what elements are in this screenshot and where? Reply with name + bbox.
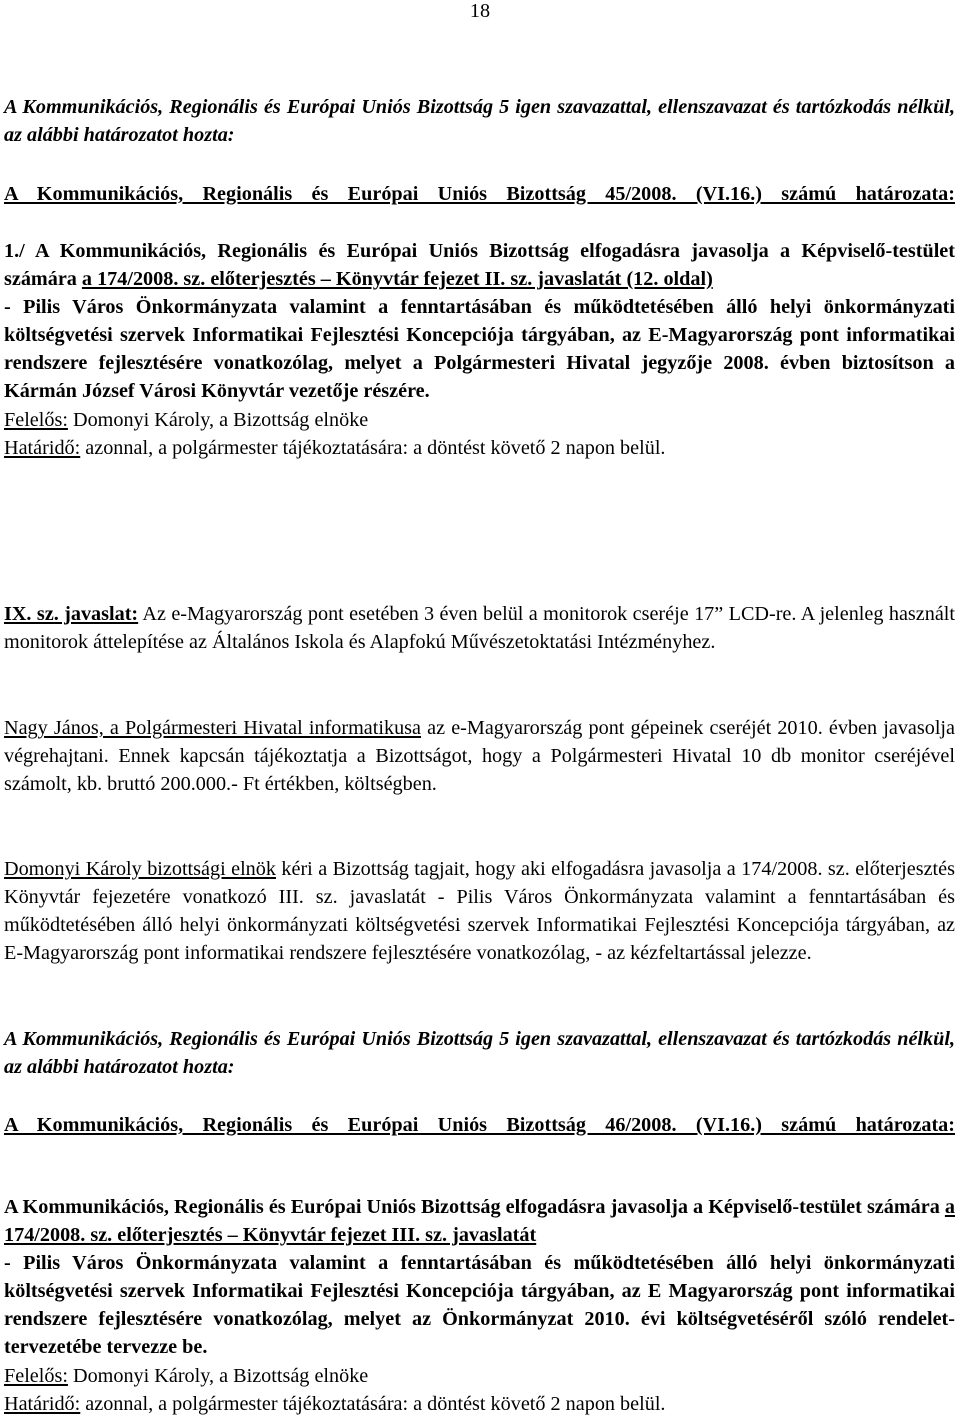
resolution-46-body bbox=[4, 1193, 955, 1418]
resolution-45-title bbox=[4, 180, 955, 208]
resolution-46-decision-text: A Kommunikációs, Regionális és Európai Uniós Bizottság elfogadásra javasolja a Képviselő-testület számára bbox=[4, 1196, 945, 1218]
responsible-value: Domonyi Károly, a Bizottság elnöke bbox=[67, 408, 369, 431]
vote-statement-2: A Kommunikációs, Regionális és Európai Uniós Bizottság 5 igen szavazattal, ellenszavazat és tartózkodás nélkül, az alábbi határozatot hozta: bbox=[4, 1028, 955, 1079]
proposal-ix-heading bbox=[4, 600, 955, 656]
resolution-45-subject: - Pilis Város Önkormányzata valamint a fenntartásában és működtetésében álló helyi önkormányzati költségvetési szervek Informatikai Fejlesztési Koncepciója tárgyában, az E-Magyarország pont informatikai rendszere fejlesztésére vonatkozólag, melyet a Polgármesteri Hivatal jegyzője 2008. évben biztosítson a Kármán József Városi Könyvtár vezetője részére. bbox=[4, 296, 955, 403]
resolution-46-title bbox=[4, 1111, 955, 1139]
resolution-46-deadline bbox=[4, 1390, 955, 1418]
responsible-label: Felelős: bbox=[4, 408, 68, 431]
chairman-name: Domonyi Károly bizottsági elnök bbox=[4, 858, 276, 880]
responsible-label: Felelős: bbox=[4, 1364, 68, 1387]
resolution-46-title-text: A Kommunikációs, Regionális és Európai Uniós Bizottság 46/2008. (VI.16.) számú határozata: bbox=[4, 1114, 955, 1136]
informatician-text: az e-Magyarország pont gépeinek cseréjét 2010. évben javasolja végrehajtani. Ennek kapcsán tájékoztatja a Bizottságot, hogy a Polgármesteri Hivatal 10 db monitor cseréjével számolt, kb. bruttó 200.000.- Ft értékben, költségben. bbox=[4, 717, 955, 796]
resolution-45-body bbox=[4, 237, 955, 462]
resolution-46-decision bbox=[4, 1193, 955, 1249]
proposal-ix-label: IX. sz. javaslat: bbox=[4, 603, 139, 625]
resolution-46-proposal-ref: a 174/2008. sz. előterjesztés – Könyvtár fejezet III. sz. javaslatát bbox=[4, 1196, 955, 1247]
resolution-45-title-text: A Kommunikációs, Regionális és Európai Uniós Bizottság 45/2008. (VI.16.) számú határozata: bbox=[4, 183, 955, 205]
resolution-45-decision-text: 1./ A Kommunikációs, Regionális és Európai Uniós Bizottság elfogadásra javasolja a Képviselő-testület számára bbox=[4, 240, 955, 291]
resolution-46-responsible bbox=[4, 1362, 955, 1390]
informatician-name: Nagy János, a Polgármesteri Hivatal informatikusa bbox=[4, 717, 421, 739]
resolution-45-proposal-ref: a 174/2008. sz. előterjesztés – Könyvtár fejezet II. sz. javaslatát (12. oldal) bbox=[81, 268, 713, 291]
resolution-45-decision bbox=[4, 237, 955, 293]
deadline-value: azonnal, a polgármester tájékoztatására: a döntést követő 2 napon belül. bbox=[80, 1392, 666, 1415]
vote-statement-1: A Kommunikációs, Regionális és Európai Uniós Bizottság 5 igen szavazattal, ellenszavazat és tartózkodás nélkül, az alábbi határozatot hozta: bbox=[4, 96, 955, 147]
responsible-value: Domonyi Károly, a Bizottság elnöke bbox=[67, 1364, 369, 1387]
deadline-label: Határidő: bbox=[4, 1392, 81, 1415]
page-number: 18 bbox=[469, 0, 491, 22]
deadline-label: Határidő: bbox=[4, 436, 81, 459]
resolution-45-deadline bbox=[4, 434, 955, 462]
chairman-paragraph bbox=[4, 855, 955, 967]
deadline-value: azonnal, a polgármester tájékoztatására: a döntést követő 2 napon belül. bbox=[80, 436, 666, 459]
chairman-text: kéri a Bizottság tagjait, hogy aki elfogadásra javasolja a 174/2008. sz. előterjesztés Könyvtár fejezetére vonatkozó III. sz. javaslatát - Pilis Város Önkormányzata valamint a fenntartásában és működtetésében álló helyi önkormányzati költségvetési szervek Informatikai Fejlesztési Koncepciója tárgyában, az E-Magyarország pont informatikai rendszere fejlesztésére vonatkozólag, - az kézfeltartással jelezze. bbox=[4, 858, 955, 965]
informatician-paragraph bbox=[4, 714, 955, 798]
resolution-45-responsible bbox=[4, 406, 955, 434]
resolution-46-subject: - Pilis Város Önkormányzata valamint a fenntartásában és működtetésében álló helyi önkormányzati költségvetési szervek Informatikai Fejlesztési Koncepciója tárgyában, az E Magyarország pont informatikai rendszere fejlesztésére vonatkozólag, melyet az Önkormányzat 2010. évi költségvetéséről szóló rendelet-tervezetébe tervezze be. bbox=[4, 1252, 955, 1359]
proposal-ix-text: Az e-Magyarország pont esetében 3 éven belül a monitorok cseréje 17” LCD-re. A jelenleg használt monitorok áttelepítése az Általános Iskola és Alapfokú Művészetoktatási Intézményhez. bbox=[4, 603, 955, 654]
